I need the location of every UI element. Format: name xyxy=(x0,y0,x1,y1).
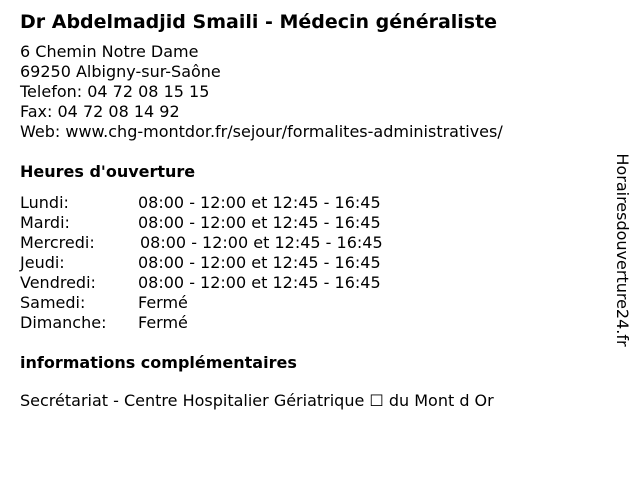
day-hours: 08:00 - 12:00 et 12:45 - 16:45 xyxy=(138,213,381,232)
day-hours: 08:00 - 12:00 et 12:45 - 16:45 xyxy=(138,193,381,212)
web-label: Web: xyxy=(20,122,61,141)
site-watermark: Horairesdouverture24.fr xyxy=(613,153,632,347)
website-link[interactable]: www.chg-montdor.fr/sejour/formalites-administratives/ xyxy=(65,122,503,141)
day-label: Dimanche: xyxy=(20,313,107,332)
address-street: 6 Chemin Notre Dame xyxy=(20,42,199,61)
day-label: Samedi: xyxy=(20,293,86,312)
fax-label: Fax: xyxy=(20,102,53,121)
practitioner-card xyxy=(20,0,610,411)
additional-info-text: Secrétariat - Centre Hospitalier Gériatrique ☐ du Mont d Or xyxy=(20,391,494,410)
hours-row-sunday xyxy=(20,313,610,333)
additional-info-heading: informations complémentaires xyxy=(20,353,297,372)
address-city: 69250 Albigny-sur-Saône xyxy=(20,62,221,81)
day-label: Mercredi: xyxy=(20,233,95,252)
day-label: Jeudi: xyxy=(20,253,65,272)
web-row xyxy=(20,122,610,142)
fax-row xyxy=(20,102,610,122)
hours-row-tuesday xyxy=(20,213,610,233)
day-hours: Fermé xyxy=(138,313,188,332)
day-label: Vendredi: xyxy=(20,273,96,292)
opening-hours-heading: Heures d'ouverture xyxy=(20,162,196,181)
hours-row-friday xyxy=(20,273,610,293)
hours-row-thursday xyxy=(20,253,610,273)
day-hours: 08:00 - 12:00 et 12:45 - 16:45 xyxy=(138,273,381,292)
phone-number[interactable]: 04 72 08 15 15 xyxy=(87,82,210,101)
contact-block xyxy=(20,42,610,142)
day-hours: Fermé xyxy=(138,293,188,312)
hours-row-wednesday xyxy=(20,233,610,253)
hours-row-saturday xyxy=(20,293,610,313)
day-hours: 08:00 - 12:00 et 12:45 - 16:45 xyxy=(140,233,383,252)
fax-number: 04 72 08 14 92 xyxy=(57,102,180,121)
practitioner-title: Dr Abdelmadjid Smaili - Médecin généraliste xyxy=(20,11,498,33)
day-hours: 08:00 - 12:00 et 12:45 - 16:45 xyxy=(138,253,381,272)
opening-hours-table xyxy=(20,193,610,333)
day-label: Lundi: xyxy=(20,193,69,212)
hours-row-monday xyxy=(20,193,610,213)
day-label: Mardi: xyxy=(20,213,70,232)
phone-label: Telefon: xyxy=(20,82,83,101)
phone-row xyxy=(20,82,610,102)
